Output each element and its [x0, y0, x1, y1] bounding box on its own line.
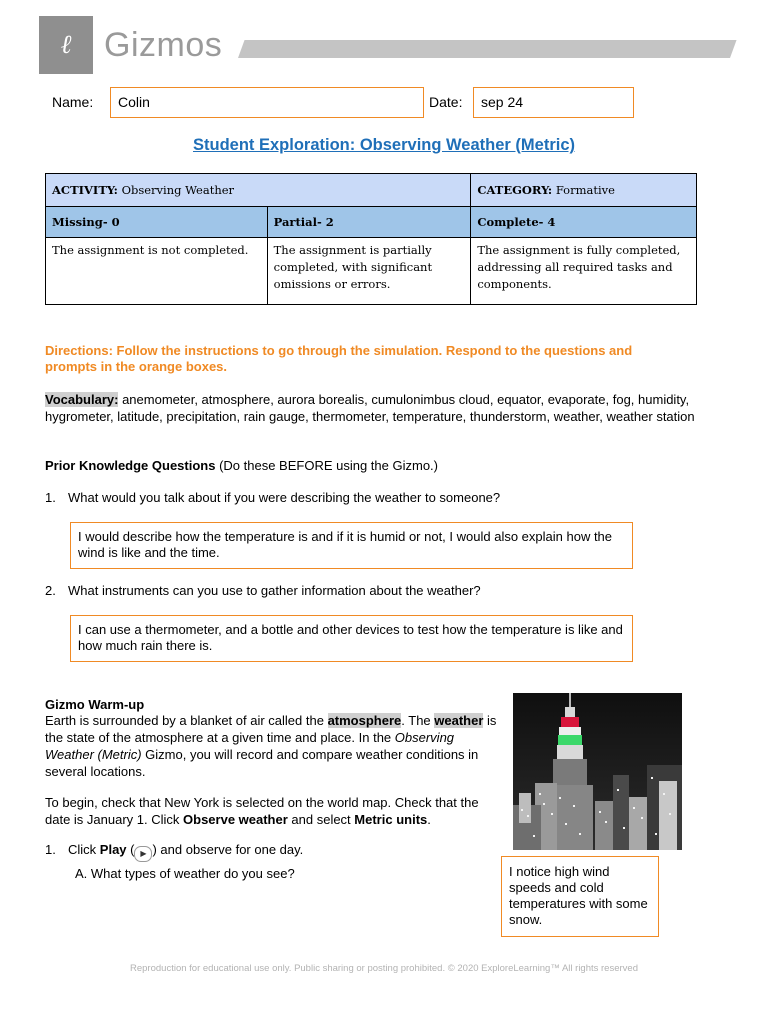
- category-cell: [471, 174, 697, 207]
- vocabulary-terms: anemometer, atmosphere, aurora borealis, cumulonimbus cloud, equator, evaporate, fog, humidity, hygrometer, latitude, precipitation, rain gauge, thermometer, temperature, thunderstorm, weather, weather station: [45, 392, 695, 424]
- answer-box-2[interactable]: I can use a thermometer, and a bottle and other devices to test how the temperature is like and how much rain there is.: [70, 615, 633, 662]
- question-2-number: 2.: [45, 583, 56, 598]
- answer-box-weather-types[interactable]: I notice high wind speeds and cold temperatures with some snow.: [501, 856, 659, 937]
- step-1-text-b: (: [126, 842, 135, 857]
- level-desc-missing: The assignment is not completed.: [46, 238, 268, 305]
- gizmo-name: Observing Weather (Metric): [45, 730, 455, 762]
- name-field[interactable]: Colin: [110, 87, 424, 118]
- level-heading-partial: Partial- 2: [267, 207, 471, 238]
- logo-mark: ℓ: [60, 30, 72, 60]
- activity-label: ACTIVITY:: [52, 183, 118, 197]
- activity-value: Observing Weather: [121, 183, 235, 197]
- question-1-number: 1.: [45, 490, 56, 505]
- level-heading-missing: Missing- 0: [46, 207, 268, 238]
- warmup-p1-text-b: . The: [401, 713, 435, 728]
- header-bar: [238, 40, 737, 58]
- directions-text: Directions: Follow the instructions to go through the simulation. Respond to the questions and prompts in the orange boxes.: [45, 343, 633, 374]
- metric-units-term: Metric units: [354, 812, 428, 827]
- date-field[interactable]: sep 24: [473, 87, 634, 118]
- question-1-text: What would you talk about if you were describing the weather to someone?: [68, 490, 501, 505]
- brand-name: Gizmos: [104, 26, 223, 64]
- activity-cell: [46, 174, 471, 207]
- warmup-p2-text-b: and select: [287, 812, 355, 827]
- warmup-p1-text: Earth is surrounded by a blanket of air called the: [45, 713, 328, 728]
- observe-weather-term: Observe weather: [183, 812, 288, 827]
- vocabulary-label: Vocabulary:: [45, 392, 119, 407]
- warmup-p1-text-d: Gizmo, you will record and compare weather conditions in several locations.: [45, 747, 479, 779]
- warmup-paragraph-2: [45, 794, 497, 828]
- prior-knowledge-title: Prior Knowledge Questions: [45, 458, 216, 473]
- term-weather: weather: [434, 713, 484, 728]
- date-label: Date:: [429, 94, 463, 110]
- answer-box-1[interactable]: I would describe how the temperature is and if it is humid or not, I would also explain how the wind is like and the time.: [70, 522, 633, 569]
- question-2-text: What instruments can you use to gather information about the weather?: [68, 583, 481, 598]
- warmup-p2-text-c: .: [427, 812, 431, 827]
- name-label: Name:: [52, 94, 94, 110]
- new-york-skyline-image: [513, 693, 682, 850]
- warmup-heading: Gizmo Warm-up: [45, 697, 145, 712]
- play-icon: ▶: [134, 846, 152, 862]
- category-value: Formative: [555, 183, 615, 197]
- gizmos-logo: [39, 16, 93, 74]
- play-term: Play: [99, 842, 127, 857]
- page-title: Student Exploration: Observing Weather (Metric): [193, 136, 575, 154]
- footer-copyright: Reproduction for educational use only. Public sharing or posting prohibited. © 2020 ExploreLearning™ All rights reserved: [130, 963, 638, 974]
- step-1-text: [68, 841, 303, 862]
- vocabulary-paragraph: [45, 391, 710, 425]
- category-label: CATEGORY:: [477, 183, 553, 197]
- step-1-number: 1.: [45, 842, 56, 857]
- level-heading-complete: Complete- 4: [471, 207, 697, 238]
- sub-question-a: A. What types of weather do you see?: [75, 866, 295, 881]
- warmup-paragraph-1: [45, 712, 497, 780]
- level-desc-partial: The assignment is partially completed, with significant omissions or errors.: [267, 238, 471, 305]
- rubric-table: [45, 173, 697, 305]
- term-atmosphere: atmosphere: [327, 713, 402, 728]
- prior-knowledge-note: (Do these BEFORE using the Gizmo.): [215, 458, 438, 473]
- step-1-text-c: ) and observe for one day.: [152, 842, 304, 857]
- warmup-p1-text-c: is the state of the atmosphere at a given time and place. In the: [45, 713, 497, 745]
- prior-knowledge-heading: [45, 457, 438, 474]
- level-desc-complete: The assignment is fully completed, addressing all required tasks and components.: [471, 238, 697, 305]
- warmup-p2-text: To begin, check that New York is selected on the world map. Check that the date is January 1. Click: [45, 795, 479, 827]
- step-1-text-a: Click: [68, 842, 100, 857]
